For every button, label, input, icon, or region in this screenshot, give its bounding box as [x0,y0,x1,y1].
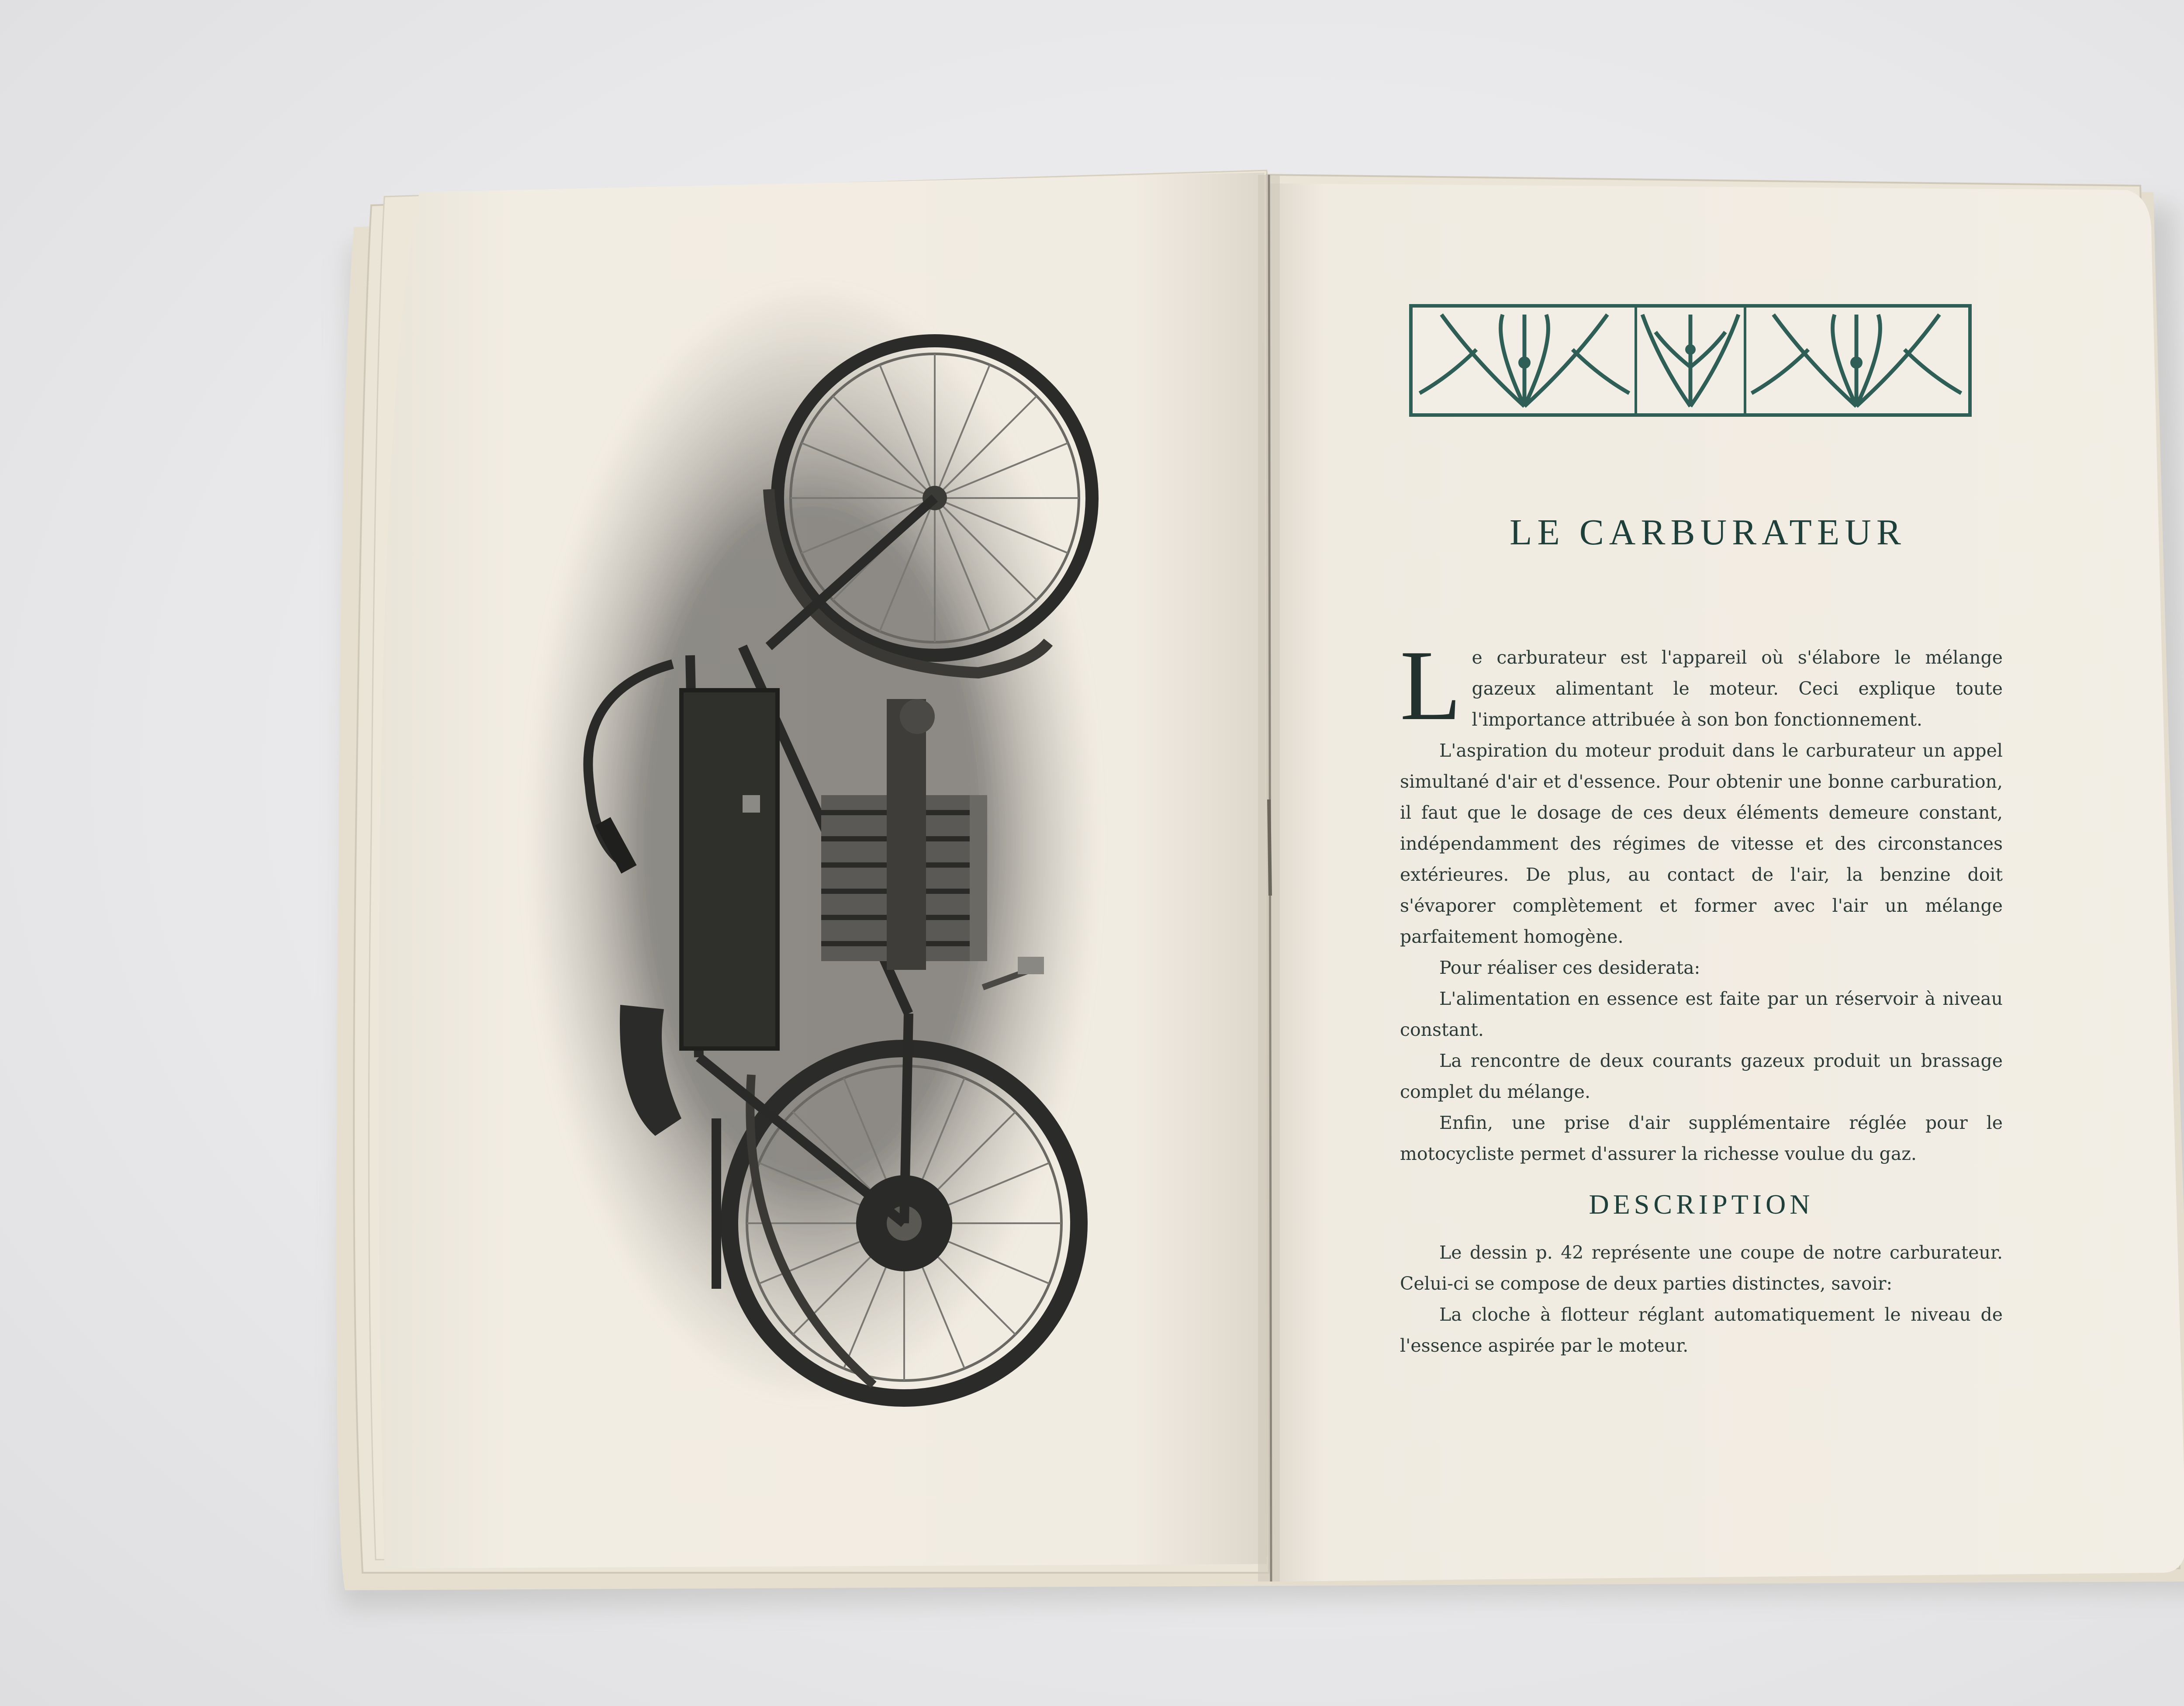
paragraph-3: Pour réaliser ces desiderata: [1439,957,1700,978]
paragraph-2: L'aspiration du moteur produit dans le carburateur un appel simultané d'air et d'essence. Pour obtenir une bonne carburation, il faut que le dosage de ces deux éléments demeure constant, indépendamment des régimes de vitesse et des circonstances extérieures. De plus, au contact de l'air, la benzine doit s'évaporer complètement et former avec l'air un mélange parfaitement homogène. [1400,740,2003,947]
section-heading: DESCRIPTION [1589,1189,1814,1220]
body-text [1400,630,2003,1361]
ornamental-border [1411,306,1970,415]
paragraph-7: Le dessin p. 42 représente une coupe de notre carburateur. Celui-ci se compose de deux parties distinctes, savoir: [1400,1242,2003,1294]
fuel-tank [681,690,778,1049]
motorcycle-photograph [533,293,1092,1398]
paragraph-6: Enfin, une prise d'air supplémentaire réglée pour le motocycliste permet d'assurer la richesse voulue du gaz. [1400,1112,2003,1164]
paragraph-1 [1400,630,2003,741]
dropcap: L [1400,630,1462,741]
paragraph-1-text: e carburateur est l'appareil où s'élabore le mélange gazeux alimentant le moteur. Ceci explique toute l'importance attribuée à son bon fonctionnement. [1472,647,2003,730]
page-title: LE CARBURATEUR [1510,512,1906,553]
paragraph-5: La rencontre de deux courants gazeux produit un brassage complet du mélange. [1400,1050,2003,1102]
book-gutter [1258,175,1280,1581]
paragraph-8: La cloche à flotteur réglant automatiquement le niveau de l'essence aspirée par le moteur. [1400,1304,2003,1356]
paragraph-4: L'alimentation en essence est faite par un réservoir à niveau constant. [1400,988,2003,1040]
